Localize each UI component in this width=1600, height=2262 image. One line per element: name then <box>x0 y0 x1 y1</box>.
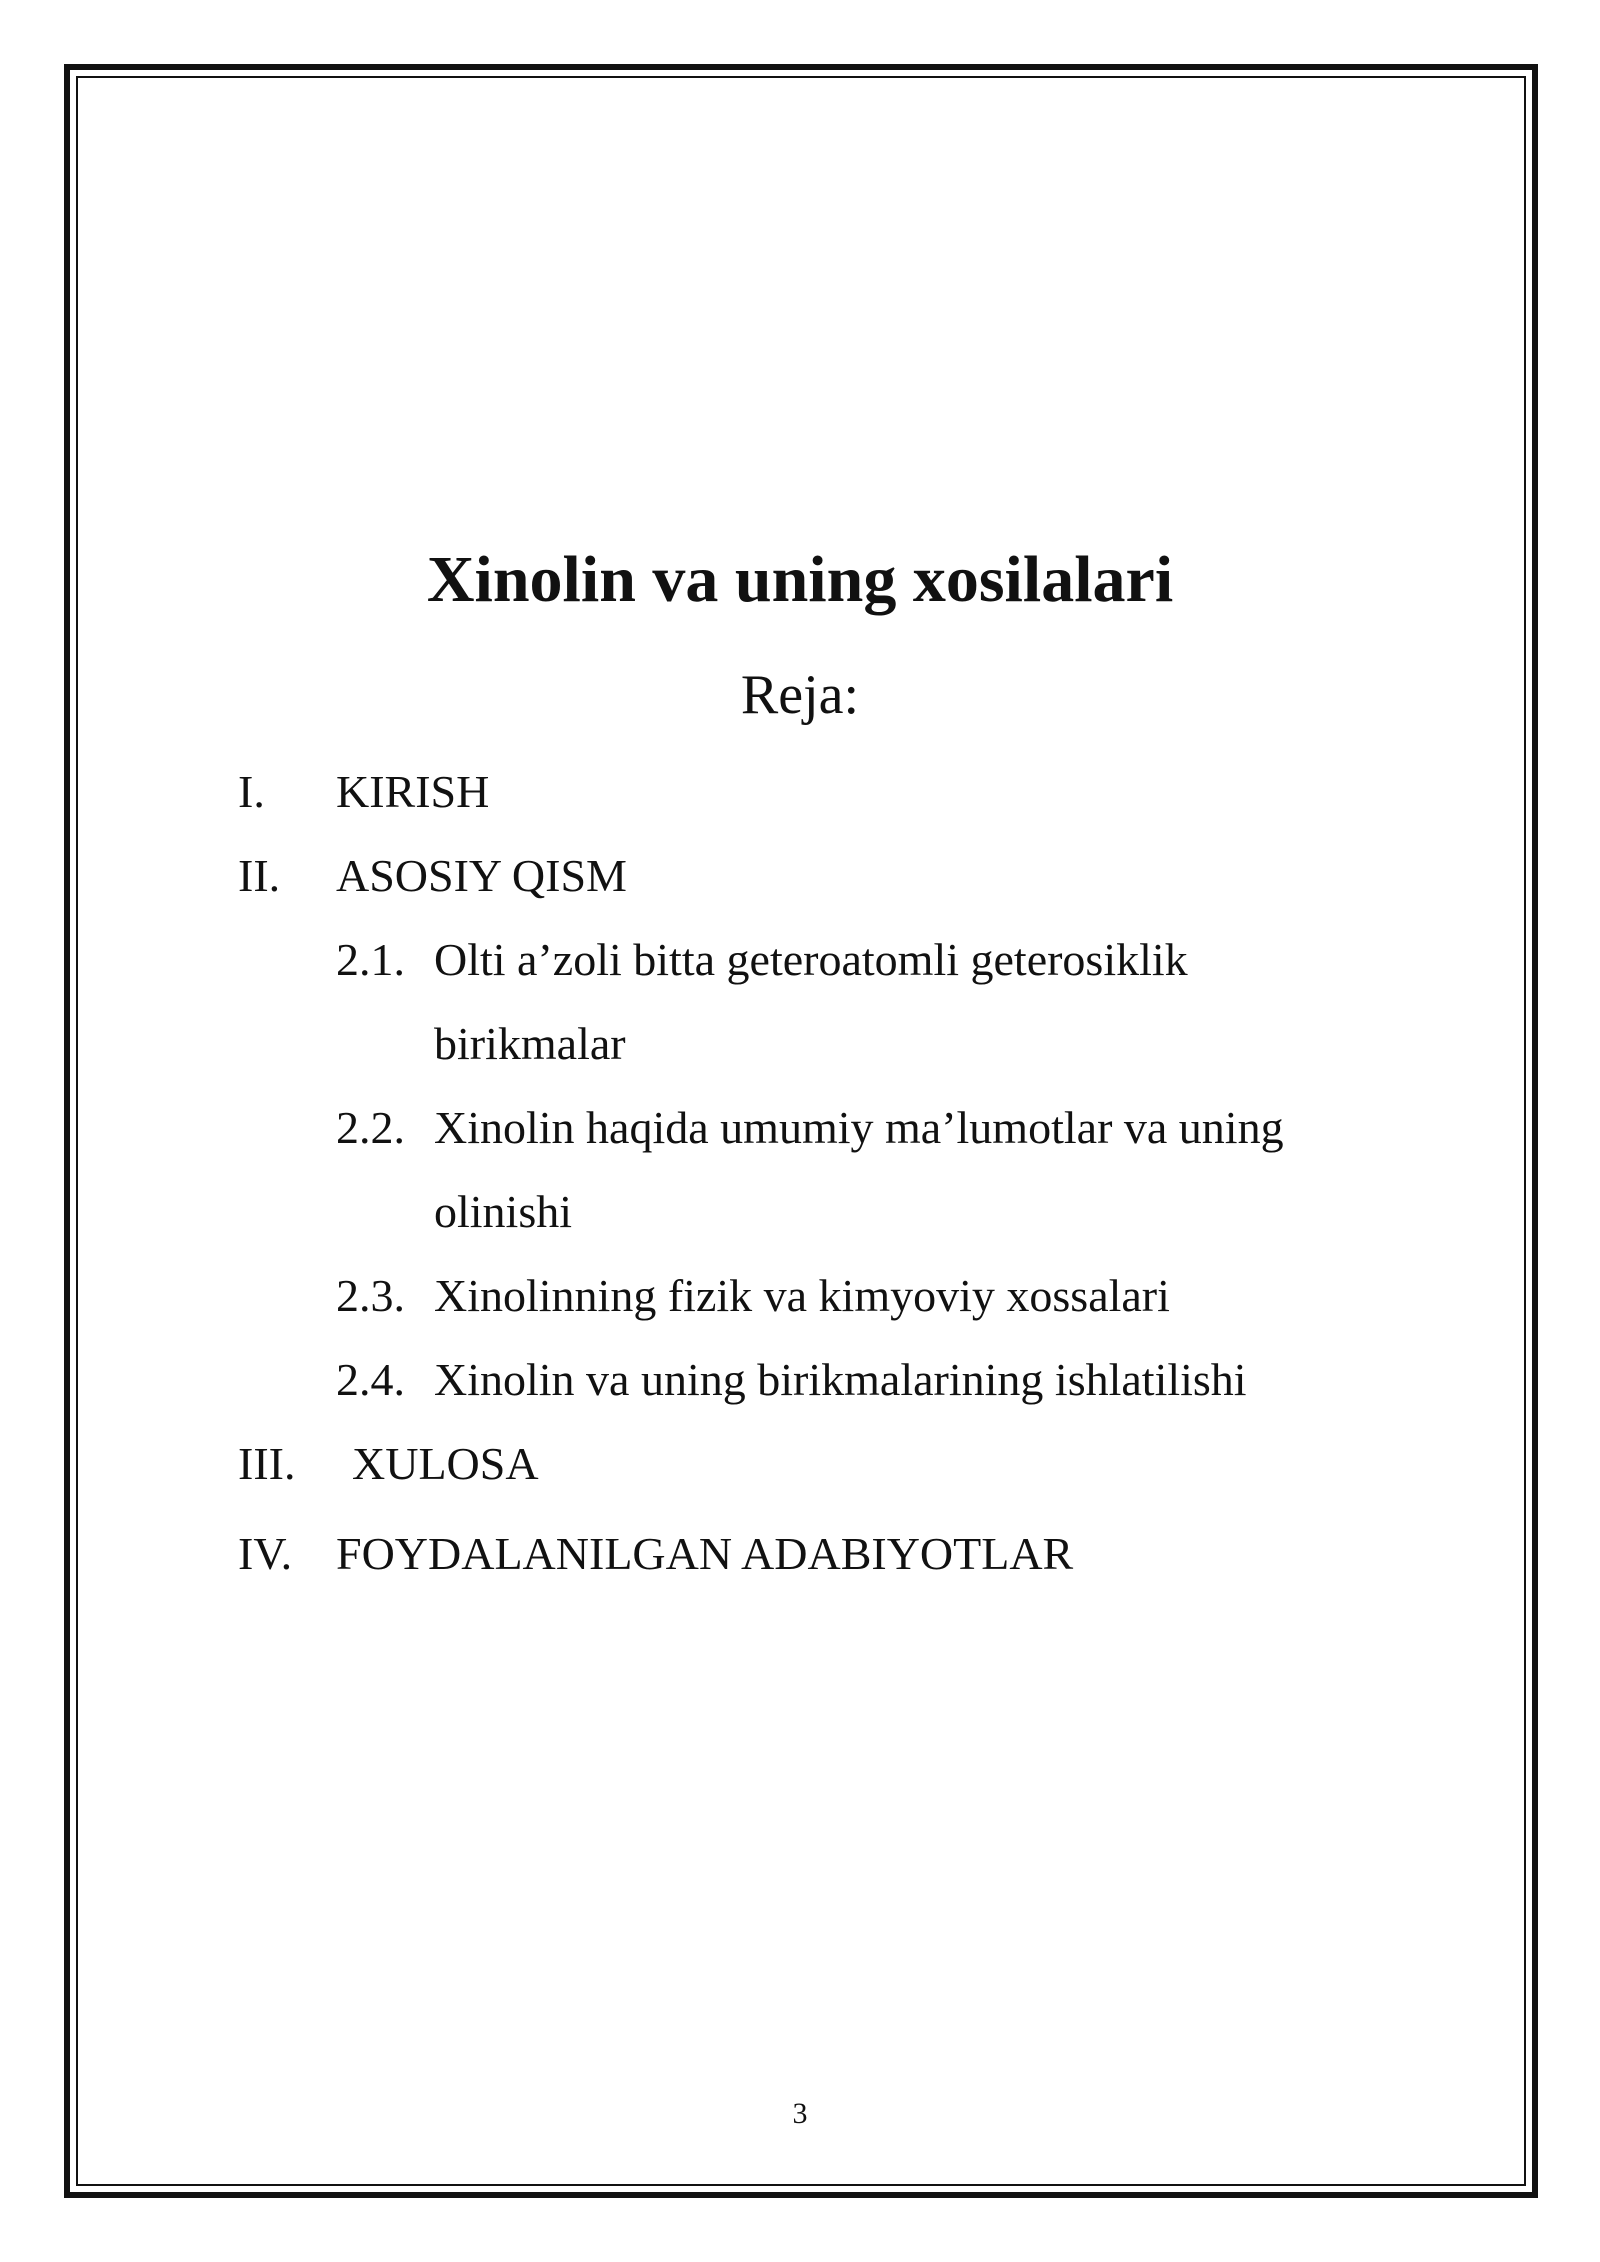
plan-subitem-label: Xinolinning fizik va kimyoviy xossalari <box>434 1270 1170 1321</box>
plan-item-number: II. <box>238 850 281 901</box>
document-title: Xinolin va uning xosilalari <box>426 543 1174 616</box>
plan-item-label: KIRISH <box>336 766 490 817</box>
plan-subitem-label-continuation: birikmalar <box>434 1018 626 1069</box>
plan-item-label: ASOSIY QISM <box>336 850 627 901</box>
plan-subitem-number: 2.2. <box>336 1102 405 1153</box>
plan-subitem-label: Xinolin haqida umumiy ma’lumotlar va uning <box>434 1102 1284 1153</box>
plan-item-number: IV. <box>238 1528 293 1579</box>
plan-item-number: III. <box>238 1438 296 1489</box>
plan-subitem-label: Olti a’zoli bitta geteroatomli geterosiklik <box>434 934 1188 985</box>
plan-item-label: FOYDALANILGAN ADABIYOTLAR <box>336 1528 1074 1579</box>
plan-heading: Reja: <box>740 664 860 726</box>
plan-item-label: XULOSA <box>352 1438 539 1489</box>
plan-subitem-number: 2.4. <box>336 1354 405 1405</box>
page-number: 3 <box>792 2097 808 2130</box>
plan-subitem-number: 2.3. <box>336 1270 405 1321</box>
plan-subitem-label: Xinolin va uning birikmalarining ishlatilishi <box>434 1354 1247 1405</box>
plan-subitem-label-continuation: olinishi <box>434 1186 573 1237</box>
plan-subitem-number: 2.1. <box>336 934 405 985</box>
plan-item-number: I. <box>238 766 265 817</box>
